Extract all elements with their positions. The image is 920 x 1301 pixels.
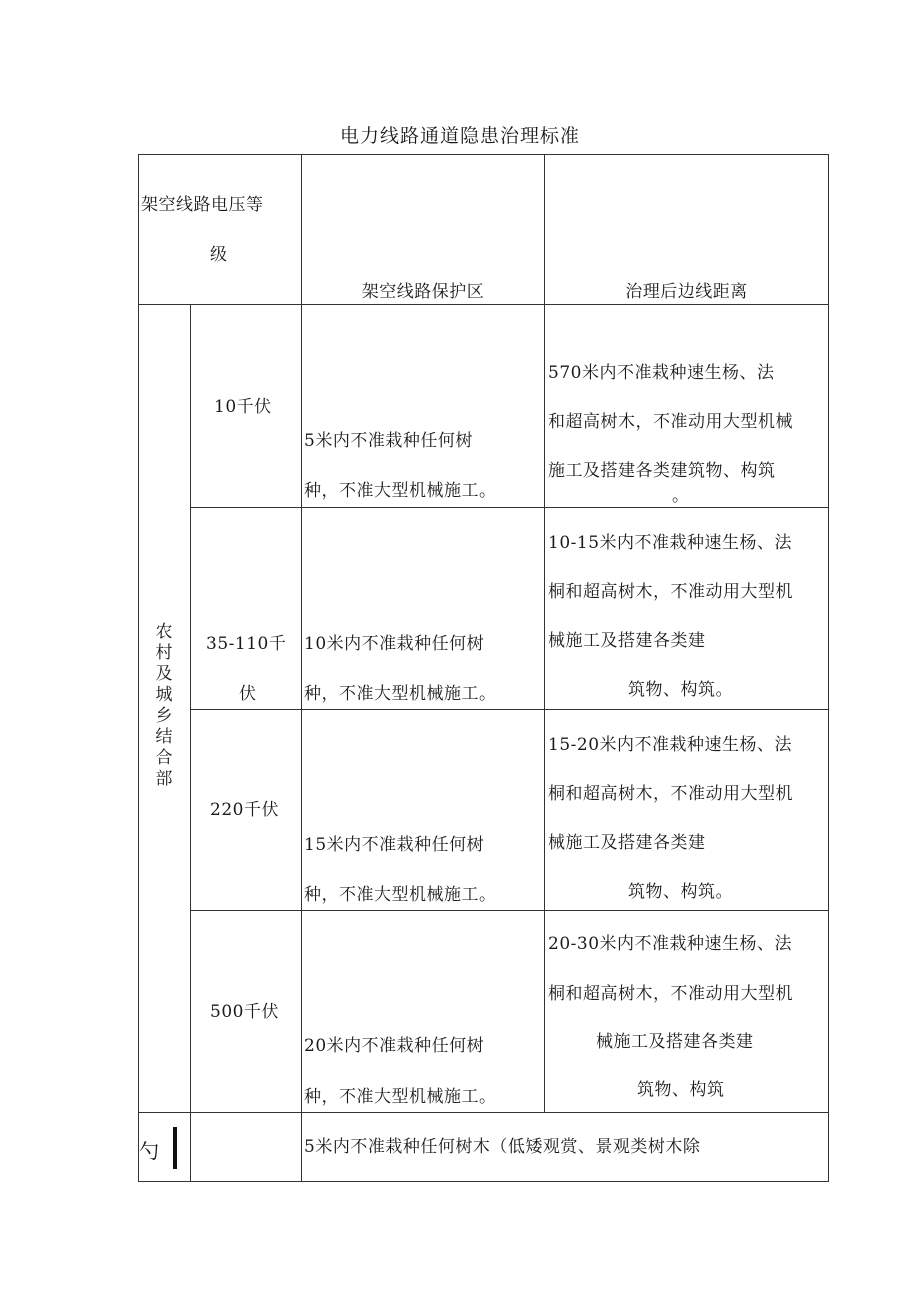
row-4-protection-line1: 20米内不准栽种任何树: [304, 1036, 485, 1056]
row-3-voltage: 220千伏: [210, 800, 279, 820]
row-2-voltage-line2: 伏: [239, 684, 257, 704]
header-voltage-line1: 架空线路电压等: [141, 195, 264, 215]
row-2-distance-line3: 械施工及搭建各类建: [548, 631, 706, 651]
last-row-text: 5米内不准栽种任何树木（低矮观赏、景观类树木除: [304, 1137, 701, 1157]
row-1-distance-line4: 。: [672, 486, 690, 506]
row-4-distance-line1: 20-30米内不准栽种速生杨、法: [548, 934, 793, 954]
row-3-protection-line1: 15米内不准栽种任何树: [304, 835, 485, 855]
last-row-mark: 勺: [139, 1139, 159, 1163]
row-2-distance-line2: 桐和超高树木，不准动用大型机: [548, 582, 793, 602]
row-2-protection-line1: 10米内不准栽种任何树: [304, 634, 485, 654]
row-1-distance-line1: 570米内不准栽种速生杨、法: [548, 363, 775, 383]
header-protection-zone: 架空线路保护区: [361, 282, 485, 302]
row-2-distance-line1: 10-15米内不准栽种速生杨、法: [548, 533, 793, 553]
row-4-distance-line3: 械施工及搭建各类建: [596, 1032, 754, 1052]
row-4-protection-line2: 种，不准大型机械施工。: [304, 1087, 497, 1107]
row-2-distance-line4: 筑物、构筑。: [628, 680, 733, 700]
row-4-voltage: 500千伏: [210, 1002, 279, 1022]
category-label: 农 村 及 城 乡 结 合 部: [155, 622, 173, 789]
row-3-distance-line1: 15-20米内不准栽种速生杨、法: [548, 735, 793, 755]
row-3-distance-line3: 械施工及搭建各类建: [548, 833, 706, 853]
row-2-voltage-line1: 35-110千: [206, 634, 287, 654]
row-3-distance-line4: 筑物、构筑。: [628, 882, 733, 902]
row-1-protection-line1: 5米内不准栽种任何树: [304, 431, 473, 451]
row-1-voltage: 10千伏: [214, 397, 272, 417]
row-4-distance-line2: 桐和超高树木，不准动用大型机: [548, 984, 793, 1004]
header-voltage-line2: 级: [210, 245, 228, 265]
page-title: 电力线路通道隐患治理标准: [339, 125, 580, 147]
row-1-distance-line2: 和超高树木，不准动用大型机械: [548, 412, 793, 432]
header-treated-distance: 治理后边线距离: [625, 282, 748, 302]
last-row-bar: [173, 1127, 177, 1169]
row-2-protection-line2: 种，不准大型机械施工。: [304, 684, 497, 704]
row-1-protection-line2: 种，不准大型机械施工。: [304, 481, 497, 501]
row-1-distance-line3: 施工及搭建各类建筑物、构筑: [548, 461, 776, 481]
row-3-protection-line2: 种，不准大型机械施工。: [304, 885, 497, 905]
row-3-distance-line2: 桐和超高树木，不准动用大型机: [548, 784, 793, 804]
row-4-distance-line4: 筑物、构筑: [637, 1080, 725, 1100]
